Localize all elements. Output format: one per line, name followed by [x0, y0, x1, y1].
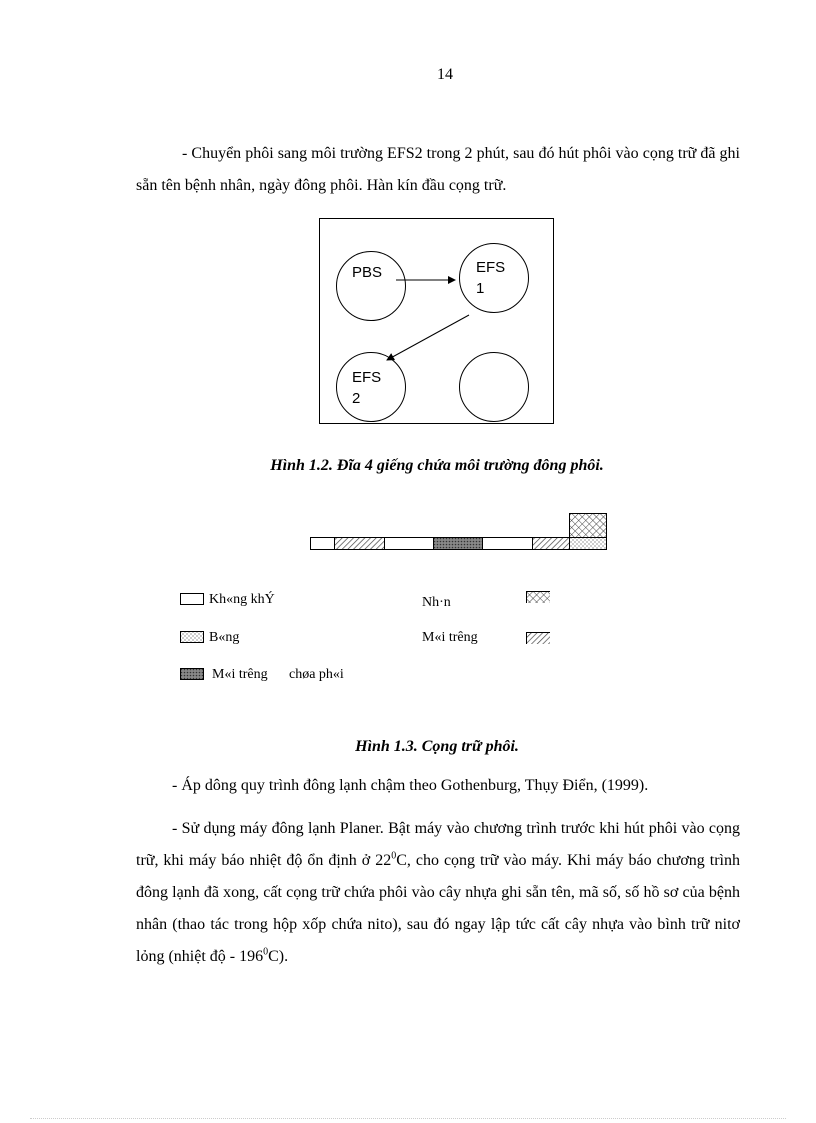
figure-1-2-caption: Hình 1.2. Đĩa 4 giếng chứa môi trường đông phôi.: [270, 457, 604, 474]
segment-seal: [570, 538, 607, 550]
page-bottom-rule: [30, 1118, 786, 1119]
segment-medium-with-embryo: [434, 538, 483, 550]
segment-air: [385, 538, 434, 550]
degree-mark-1: 0: [391, 850, 397, 862]
segment-plug: [570, 514, 607, 538]
legend-swatch-air: [180, 593, 204, 605]
legend-swatch-medium: [526, 632, 550, 644]
legend-swatch-medium-with-embryo: [180, 668, 204, 680]
page-number: 14: [437, 66, 453, 83]
arrow-efs1-to-efs2: [387, 315, 469, 360]
straw-diagram: [310, 513, 610, 553]
transfer-arrows: [319, 218, 554, 424]
legend-swatch-seal: [180, 631, 204, 643]
legend-label-medium-with-embryo-2: chøa ph«i: [289, 667, 344, 682]
well-label-efs1-line2: 1: [476, 280, 485, 297]
procedure-text-2: C, cho cọng trữ vào máy. Khi máy báo chương trình đông lạnh đã xong, cất cọng trữ chứa phôi vào cây nhựa ghi sẵn tên, mã số, số hồ sơ của bệnh nhân (thao tác trong hộp xốp chứa nito), sau đó ngay lập tức cất cây nhựa vào bình trữ nitơ lỏng (nhiệt độ - 196: [136, 852, 741, 965]
legend-label-seal: B«ng: [209, 630, 240, 645]
well-label-efs2-line2: 2: [352, 390, 361, 407]
degree-mark-2: 0: [263, 946, 269, 958]
legend-swatch-plug: [526, 591, 550, 603]
list-item-gothenburg: - Áp dông quy trình đông lạnh chậm theo Gothenburg, Thụy Điển, (1999).: [172, 777, 649, 794]
four-well-dish-figure: [319, 218, 554, 424]
procedure-text-1: - Sử dụng máy đông lạnh Planer. Bật máy vào chương trình trước khi hút phôi vào cọng trữ, khi máy báo nhiệt độ ổn định ở 22: [136, 820, 740, 869]
legend-label-medium: M«i trêng: [422, 630, 478, 645]
segment-medium: [335, 538, 385, 550]
well-label-pbs: PBS: [352, 264, 383, 281]
procedure-text-3: C).: [268, 948, 289, 965]
legend-label-medium-with-embryo-1: M«i trêng: [212, 667, 268, 682]
segment-air: [311, 538, 335, 550]
segment-air: [483, 538, 533, 550]
segment-medium: [533, 538, 570, 550]
list-item-planer-procedure: [136, 813, 740, 973]
legend-label-plug: Nh·n: [422, 595, 451, 610]
paragraph-transfer-efs2: - Chuyển phôi sang môi trường EFS2 trong 2 phút, sau đó hút phôi vào cọng trữ đã ghi sẵn tên bệnh nhân, ngày đông phôi. Hàn kín đầu cọng trữ.: [136, 145, 740, 194]
figure-1-3-caption: Hình 1.3. Cọng trữ phôi.: [355, 738, 519, 755]
well-label-efs2-line1: EFS: [352, 369, 382, 386]
well-label-efs1-line1: EFS: [476, 259, 506, 276]
legend-label-air: Kh«ng khÝ: [209, 592, 275, 607]
